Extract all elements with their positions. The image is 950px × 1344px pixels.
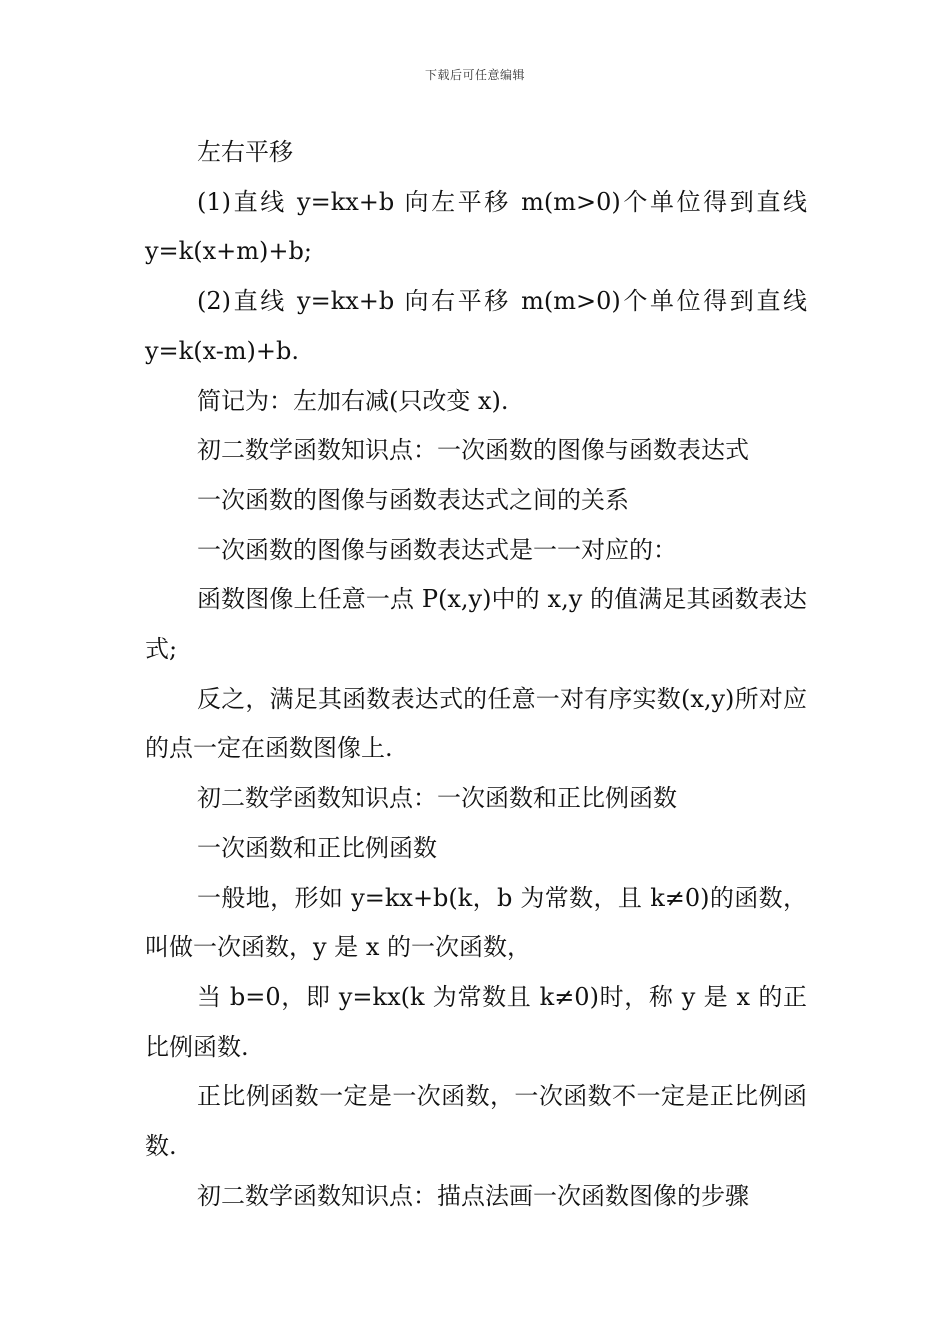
- paragraph-one-to-one: 一次函数的图像与函数表达式是一一对应的：: [197, 535, 677, 564]
- paragraph-graph-expression-relation: 一次函数的图像与函数表达式之间的关系: [197, 485, 629, 514]
- paragraph-shift-right-formula: y=k(x-m)+b.: [145, 336, 300, 365]
- paragraph-proportional-subheading: 一次函数和正比例函数: [197, 833, 437, 862]
- document-body: [145, 128, 807, 1221]
- page-header: 下载后可任意编辑: [424, 68, 525, 82]
- paragraph-shift-right-rule: (2)直线 y=kx+b 向右平移 m(m>0)个单位得到直线: [197, 287, 807, 316]
- paragraph-shift-title: 左右平移: [197, 138, 293, 166]
- paragraph-section-heading-graph-expression: 初二数学函数知识点：一次函数的图像与函数表达式: [197, 436, 749, 465]
- paragraph-converse: 反之，满足其函数表达式的任意一对有序实数(x,y)所对应的点一定在函数图像上.: [145, 684, 807, 763]
- paragraph-linear-definition: 一般地，形如 y=kx+b(k，b 为常数，且 k≠0)的函数，叫做一次函数，y 是 x 的一次函数，: [145, 883, 807, 962]
- paragraph-shift-left-formula: y=k(x+m)+b;: [145, 237, 312, 266]
- paragraph-section-heading-proportional: 初二数学函数知识点：一次函数和正比例函数: [197, 784, 677, 813]
- paragraph-section-heading-plotting: 初二数学函数知识点：描点法画一次函数图像的步骤: [197, 1181, 749, 1210]
- paragraph-point-satisfies: 函数图像上任意一点 P(x,y)中的 x,y 的值满足其函数表达式;: [145, 585, 807, 664]
- paragraph-proportional-relation: 正比例函数一定是一次函数，一次函数不一定是正比例函数.: [145, 1082, 807, 1161]
- paragraph-proportional-definition: 当 b=0，即 y=kx(k 为常数且 k≠0)时，称 y 是 x 的正比例函数.: [145, 982, 807, 1061]
- paragraph-shift-left-rule: (1)直线 y=kx+b 向左平移 m(m>0)个单位得到直线: [197, 187, 807, 216]
- paragraph-shift-summary: 简记为：左加右减(只改变 x).: [197, 386, 509, 415]
